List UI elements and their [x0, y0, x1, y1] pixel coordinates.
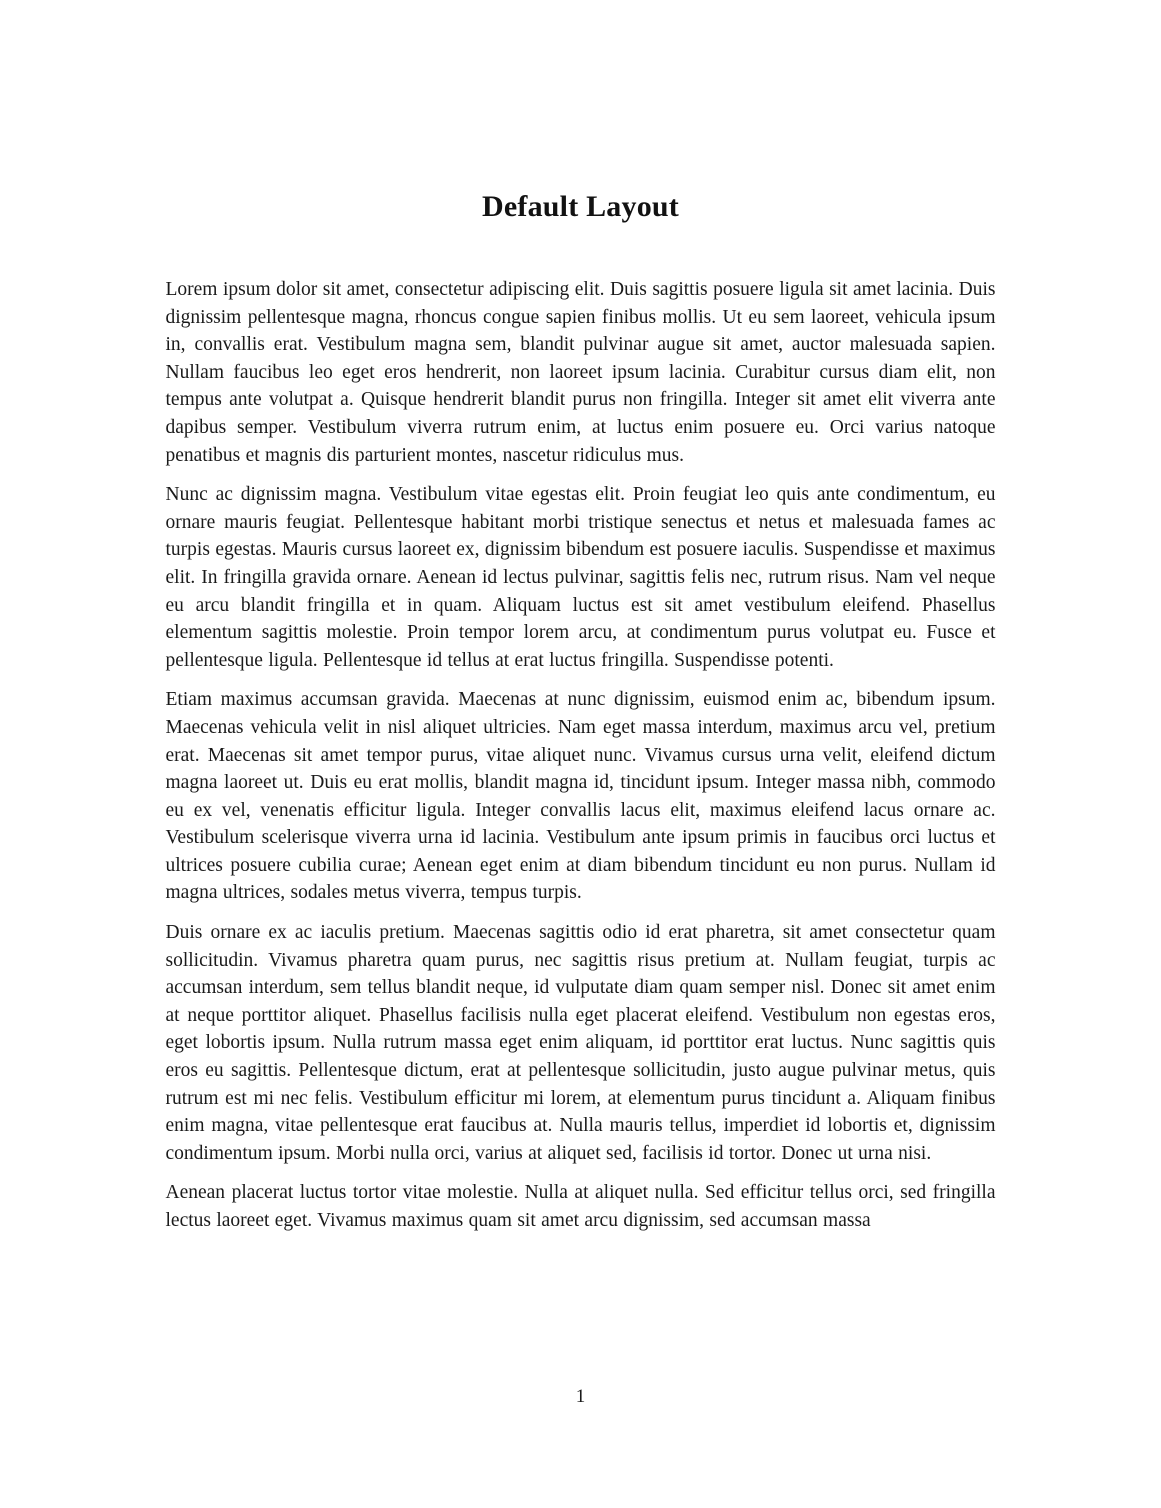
paragraph-2: Nunc ac dignissim magna. Vestibulum vitae egestas elit. Proin feugiat leo quis ante condimentum, eu ornare mauris feugiat. Pellentesque habitant morbi tristique senectus et netus et malesuada fames ac turpis egestas. Mauris cursus laoreet ex, dignissim bibendum est posuere iaculis. Suspendisse et maximus elit. In fringilla gravida ornare. Aenean id lectus pulvinar, sagittis felis nec, rutrum risus. Nam vel neque eu arcu blandit fringilla et in quam. Aliquam luctus est sit amet vestibulum eleifend. Phasellus elementum sagittis molestie. Proin tempor lorem arcu, at condimentum purus volutpat eu. Fusce et pellentesque ligula. Pellentesque id tellus at erat luctus fringilla. Suspendisse potenti. [165, 484, 996, 671]
paragraph-4: Duis ornare ex ac iaculis pretium. Maecenas sagittis odio id erat pharetra, sit amet consectetur quam sollicitudin. Vivamus pharetra quam purus, nec sagittis risus pretium at. Nullam feugiat, turpis ac accumsan interdum, sem tellus blandit neque, id vulputate diam quam semper nisl. Donec sit amet enim at neque porttitor aliquet. Phasellus facilisis nulla eget placerat eleifend. Vestibulum non egestas eros, eget lobortis ipsum. Nulla rutrum massa eget enim aliquam, id porttitor erat luctus. Nunc sagittis quis eros eu sagittis. Pellentesque dictum, erat at pellentesque sollicitudin, justo augue pulvinar metus, quis rutrum est mi nec felis. Vestibulum efficitur mi lorem, at elementum purus tincidunt a. Aliquam finibus enim magna, vitae pellentesque erat faucibus at. Nulla mauris tellus, imperdiet id lobortis et, dignissim condimentum ipsum. Morbi nulla orci, varius at aliquet sed, facilisis id tortor. Donec ut urna nisi. [165, 922, 996, 1164]
paragraph-1: Lorem ipsum dolor sit amet, consectetur adipiscing elit. Duis sagittis posuere ligula sit amet lacinia. Duis dignissim pellentesque magna, rhoncus congue sapien finibus mollis. Ut eu sem laoreet, vehicula ipsum in, convallis erat. Vestibulum magna sem, blandit pulvinar augue sit amet, auctor malesuada sapien. Nullam faucibus leo eget eros hendrerit, non laoreet ipsum lacinia. Curabitur cursus diam elit, non tempus ante volutpat a. Quisque hendrerit blandit purus non fringilla. Integer sit amet elit viverra ante dapibus semper. Vestibulum viverra rutrum enim, at luctus enim posuere eu. Orci varius natoque penatibus et magnis dis parturient montes, nascetur ridiculus mus. [165, 279, 996, 466]
paragraph-5: Aenean placerat luctus tortor vitae molestie. Nulla at aliquet nulla. Sed efficitur tellus orci, sed fringilla lectus laoreet eget. Vivamus maximus quam sit amet arcu dignissim, sed accumsan massa [165, 1182, 996, 1231]
document-title: Default Layout [482, 190, 679, 223]
document-content [166, 0, 996, 1235]
paragraph-3: Etiam maximus accumsan gravida. Maecenas at nunc dignissim, euismod enim ac, bibendum ipsum. Maecenas vehicula velit in nisl aliquet ultricies. Nam eget massa interdum, maximus arcu vel, pretium erat. Maecenas sit amet tempor purus, vitae aliquet nunc. Vivamus cursus urna velit, eleifend dictum magna laoreet ut. Duis eu erat mollis, blandit magna id, tincidunt ipsum. Integer massa nibh, commodo eu ex vel, venenatis efficitur ligula. Integer convallis lacus elit, maximus eleifend lacus ornare ac. Vestibulum scelerisque viverra urna id lacinia. Vestibulum ante ipsum primis in faucibus orci luctus et ultrices posuere cubilia curae; Aenean eget enim at diam bibendum tincidunt eu non purus. Nullam id magna ultrices, sodales metus viverra, tempus turpis. [165, 689, 996, 904]
page-number: 1 [575, 1386, 586, 1407]
